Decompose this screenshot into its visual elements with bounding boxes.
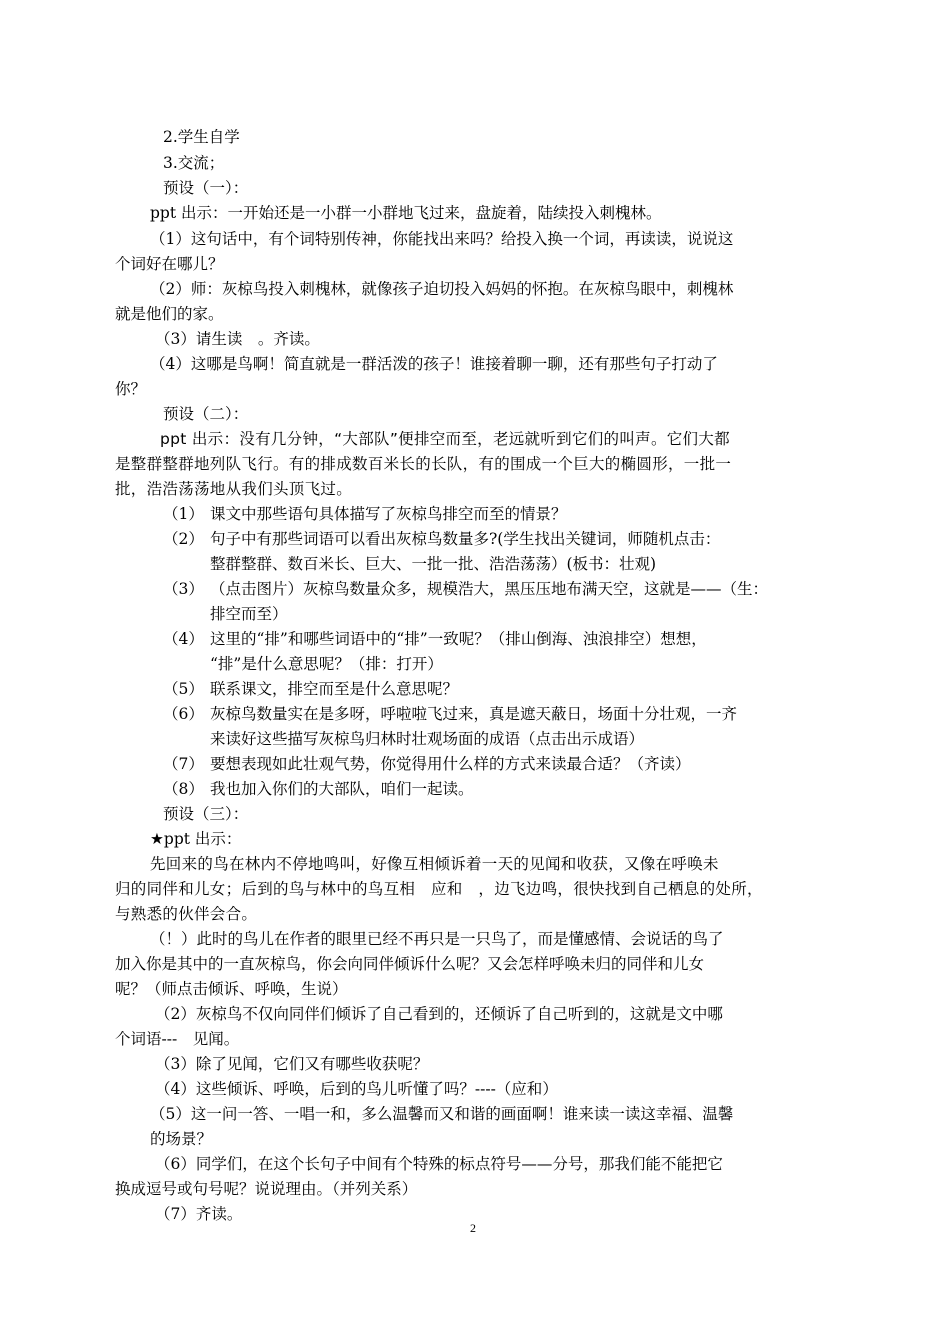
text-line: ppt 出示：一开始还是一小群一小群地飞过来，盘旋着，陆续投入刺槐林。 [150,204,662,222]
text-line: （4）这哪是鸟啊！简直就是一群活泼的孩子！谁接着聊一聊，还有那些句子打动了 [150,355,718,373]
page-number: 2 [470,1221,476,1235]
text-line: 就是他们的家。 [115,305,224,323]
list-item-number: （8） [163,780,204,798]
text-line: 预设（三）： [163,805,249,823]
list-item-number: （2） [163,530,204,548]
list-item-number: （6） [163,705,204,723]
list-item-text: 排空而至） [210,605,288,623]
text-line: 预设（一）： [163,179,249,197]
text-line: （1）这句话中，有个词特别传神，你能找出来吗？给投入换一个词，再读读，说说这 [150,230,734,248]
list-item-text: 来读好这些描写灰椋鸟归林时壮观场面的成语（点击出示成语） [210,730,645,748]
text-line: 先回来的鸟在林内不停地鸣叫，好像互相倾诉着一天的见闻和收获，又像在呼唤未 [150,855,719,873]
list-item-text: 整群整群、数百米长、巨大、一批一批、浩浩荡荡）(板书：壮观) [210,555,657,573]
text-line: 是整群整群地列队飞行。有的排成数百米长的长队，有的围成一个巨大的椭圆形，一批一 [115,455,732,473]
text-line: （6）同学们，在这个长句子中间有个特殊的标点符号——分号，那我们能不能把它 [155,1155,723,1173]
list-item-text: 我也加入你们的大部队，咱们一起读。 [210,780,474,798]
text-line: 与熟悉的伙伴会合。 [115,905,258,923]
text-line: ★ppt 出示： [150,830,242,848]
text-line: 归的同伴和儿女；后到的鸟与林中的鸟互相 应和 ，边飞边鸣，很快找到自己栖息的处所， [115,880,763,898]
list-item-text: （点击图片）灰椋鸟数量众多，规模浩大，黑压压地布满天空，这就是——（生： [210,580,769,598]
text-line: 个词好在哪儿？ [115,255,224,273]
text-line: 3.交流； [163,154,225,172]
text-line: （2）灰椋鸟不仅向同伴们倾诉了自己看到的，还倾诉了自己听到的，这就是文中哪 [155,1005,723,1023]
list-item-number: （5） [163,680,204,698]
text-line: 你？ [115,380,147,398]
list-item-text: 联系课文，排空而至是什么意思呢？ [210,680,459,698]
list-item-text: 要想表现如此壮观气势，你觉得用什么样的方式来读最合适？（齐读） [210,755,691,773]
text-line: （3）请生读 。齐读。 [155,330,320,348]
list-item-text: 句子中有那些词语可以看出灰椋鸟数量多?(学生找出关键词，师随机点击： [210,530,721,548]
text-line: 2.学生自学 [163,128,240,146]
list-item-text: 课文中那些语句具体描写了灰椋鸟排空而至的情景？ [210,505,567,523]
list-item-text: 这里的“排”和哪些词语中的“排”一致呢？（排山倒海、浊浪排空）想想， [210,630,707,648]
text-line: （2）师：灰椋鸟投入刺槐林，就像孩子迫切投入妈妈的怀抱。在灰椋鸟眼中，刺槐林 [150,280,734,298]
text-line: 批，浩浩荡荡地从我们头顶飞过。 [115,480,353,498]
text-line: （！）此时的鸟儿在作者的眼里已经不再只是一只鸟了，而是懂感情、会说话的鸟了 [150,930,724,948]
text-line: 加入你是其中的一直灰椋鸟，你会向同伴倾诉什么呢？又会怎样呼唤未归的同伴和儿女 [115,955,705,973]
text-line: 呢？（师点击倾诉、呼唤，生说） [115,980,348,998]
list-item-number: （3） [163,580,204,598]
list-item-number: （1） [163,505,204,523]
text-line: （3）除了见闻，它们又有哪些收获呢？ [155,1055,429,1073]
text-line: 个词语--- 见闻。 [115,1030,240,1048]
text-line: 换成逗号或句号呢？说说理由。（并列关系） [115,1180,418,1198]
list-item-text: 灰椋鸟数量实在是多呀，呼啦啦飞过来，真是遮天蔽日，场面十分壮观，一齐 [210,705,738,723]
text-line: 预设（二）： [163,405,249,423]
list-item-text: “排”是什么意思呢？（排：打开） [210,655,443,673]
text-line: （7）齐读。 [155,1205,243,1223]
list-item-number: （4） [163,630,204,648]
list-item-number: （7） [163,755,204,773]
text-line: 的场景？ [150,1130,213,1148]
text-line: ppt 出示：没有几分钟，“大部队”便排空而至，老远就听到它们的叫声。它们大都 [160,430,730,448]
text-line: （4）这些倾诉、呼唤，后到的鸟儿听懂了吗？----（应和） [155,1080,558,1098]
text-line: （5）这一问一答、一唱一和，多么温馨而又和谐的画面啊！谁来读一读这幸福、温馨 [150,1105,734,1123]
